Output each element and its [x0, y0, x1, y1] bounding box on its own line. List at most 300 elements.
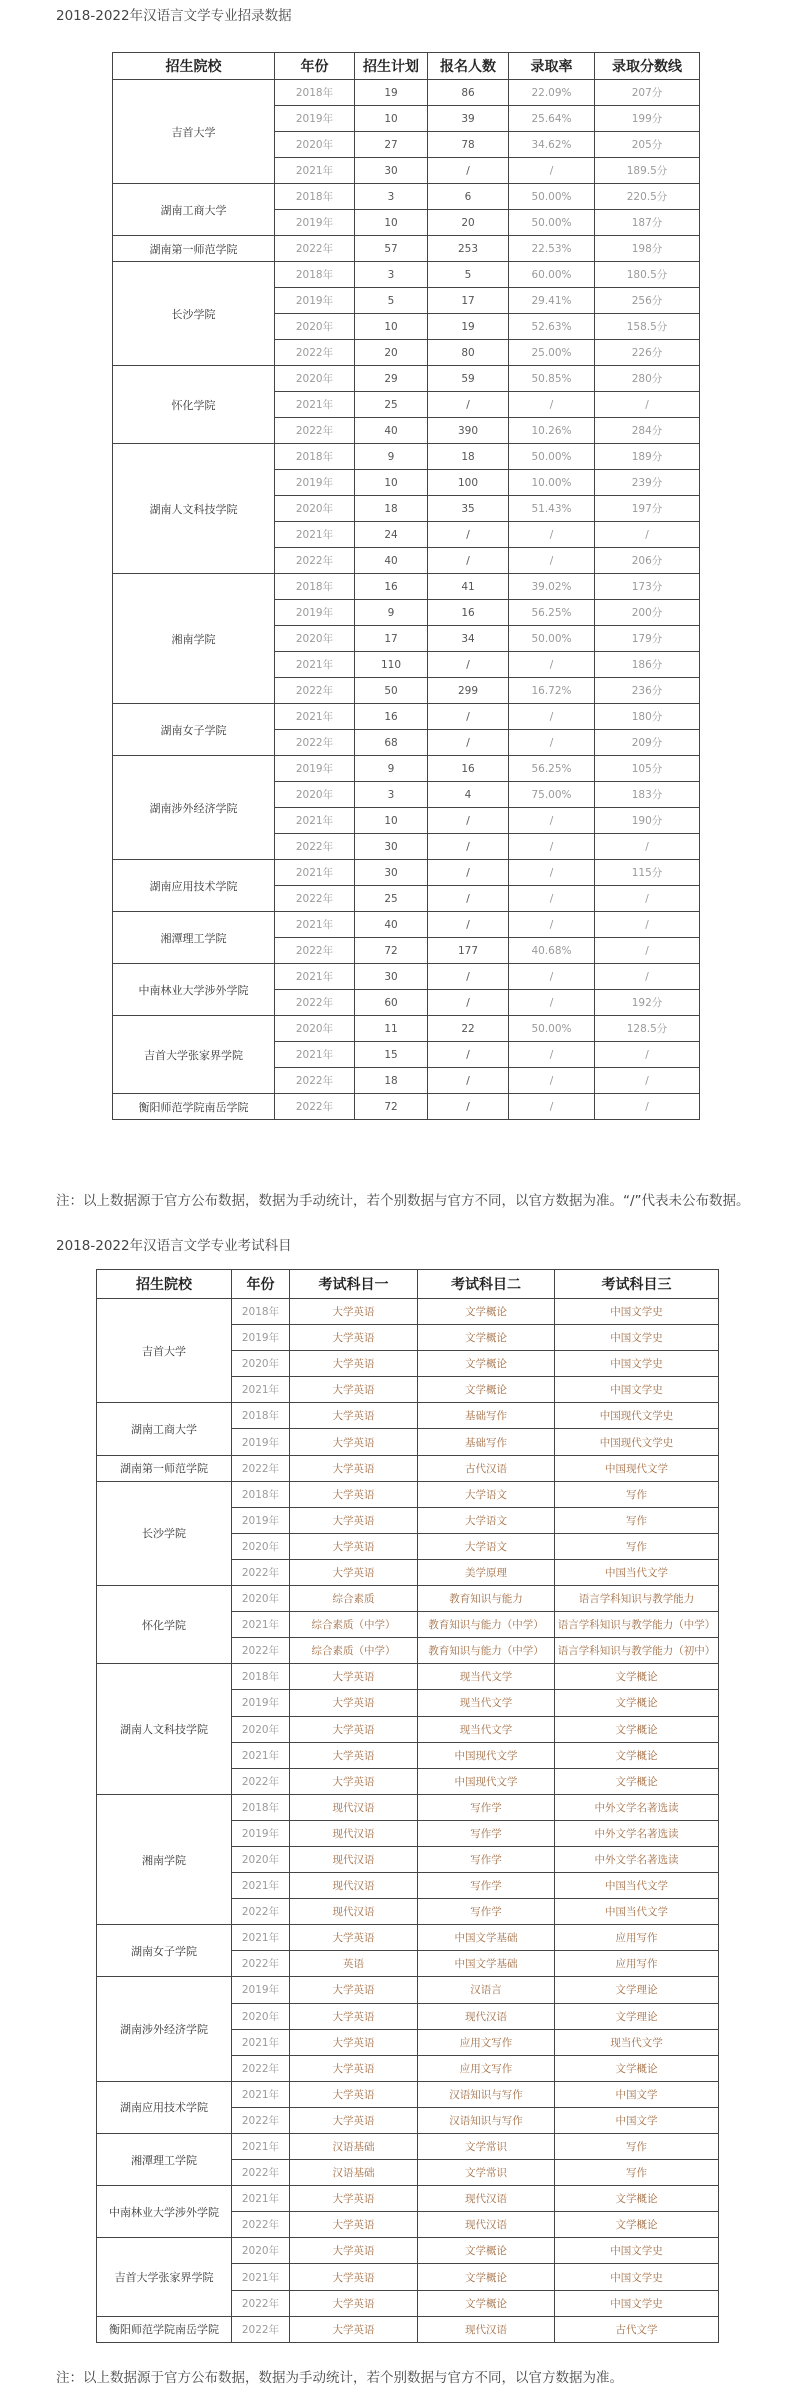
applicants-cell: 17 [428, 288, 509, 314]
year-cell: 2021年 [232, 1612, 290, 1638]
subject-3-cell: 中国当代文学 [555, 1873, 719, 1899]
subject-2-cell: 古代汉语 [418, 1455, 555, 1481]
rate-cell: / [509, 1042, 595, 1068]
table-row [113, 262, 700, 288]
subject-3-cell: 中国当代文学 [555, 1559, 719, 1585]
year-cell: 2021年 [232, 1873, 290, 1899]
subject-1-cell: 大学英语 [290, 1664, 418, 1690]
plan-cell: 9 [355, 444, 428, 470]
school-cell: 湘潭理工学院 [113, 912, 275, 964]
school-cell: 吉首大学 [97, 1299, 232, 1403]
subject-2-cell: 教育知识与能力 [418, 1586, 555, 1612]
applicants-cell: 39 [428, 106, 509, 132]
applicants-cell: / [428, 522, 509, 548]
rate-cell: 50.00% [509, 444, 595, 470]
subject-3-cell: 中国文学史 [555, 2264, 719, 2290]
rate-cell: 29.41% [509, 288, 595, 314]
applicants-cell: 19 [428, 314, 509, 340]
subject-2-cell: 文学概论 [418, 1377, 555, 1403]
rate-cell: 40.68% [509, 938, 595, 964]
year-cell: 2022年 [275, 1068, 355, 1094]
rate-cell: / [509, 1094, 595, 1120]
year-cell: 2022年 [232, 1455, 290, 1481]
plan-cell: 18 [355, 1068, 428, 1094]
applicants-cell: / [428, 392, 509, 418]
rate-cell: 10.00% [509, 470, 595, 496]
applicants-cell: 34 [428, 626, 509, 652]
subject-1-cell: 大学英语 [290, 2029, 418, 2055]
plan-cell: 68 [355, 730, 428, 756]
header-year: 年份 [232, 1270, 290, 1299]
subject-3-cell: 古代文学 [555, 2316, 719, 2342]
subject-3-cell: 文学理论 [555, 1977, 719, 2003]
applicants-cell: 18 [428, 444, 509, 470]
year-cell: 2020年 [275, 782, 355, 808]
applicants-cell: 100 [428, 470, 509, 496]
rate-cell: 25.00% [509, 340, 595, 366]
header-score: 录取分数线 [595, 53, 700, 80]
subject-2-cell: 文学概论 [418, 2264, 555, 2290]
subject-3-cell: 中国现代文学史 [555, 1403, 719, 1429]
plan-cell: 16 [355, 574, 428, 600]
subject-1-cell: 大学英语 [290, 1429, 418, 1455]
year-cell: 2020年 [275, 132, 355, 158]
subject-3-cell: 中外文学名著选读 [555, 1846, 719, 1872]
subject-1-cell: 大学英语 [290, 1533, 418, 1559]
plan-cell: 40 [355, 548, 428, 574]
subject-1-cell: 大学英语 [290, 2290, 418, 2316]
subject-2-cell: 写作学 [418, 1846, 555, 1872]
school-cell: 吉首大学张家界学院 [97, 2238, 232, 2316]
subject-2-cell: 写作学 [418, 1820, 555, 1846]
plan-cell: 30 [355, 834, 428, 860]
year-cell: 2018年 [275, 184, 355, 210]
subject-3-cell: 文学理论 [555, 2003, 719, 2029]
subject-2-cell: 大学语文 [418, 1533, 555, 1559]
admission-note: 注：以上数据源于官方公布数据，数据为手动统计，若个别数据与官方不同，以官方数据为准。“/”代表未公布数据。 [56, 1193, 750, 1209]
score-cell: 128.5分 [595, 1016, 700, 1042]
subject-1-cell: 现代汉语 [290, 1899, 418, 1925]
score-cell: 105分 [595, 756, 700, 782]
subject-2-cell: 写作学 [418, 1873, 555, 1899]
year-cell: 2021年 [275, 860, 355, 886]
subject-2-cell: 中国现代文学 [418, 1768, 555, 1794]
plan-cell: 16 [355, 704, 428, 730]
subject-3-cell: 中国文学史 [555, 1325, 719, 1351]
subject-1-cell: 现代汉语 [290, 1846, 418, 1872]
plan-cell: 30 [355, 964, 428, 990]
table-row [113, 860, 700, 886]
subject-2-cell: 文学概论 [418, 2238, 555, 2264]
subject-3-cell: 应用写作 [555, 1925, 719, 1951]
plan-cell: 5 [355, 288, 428, 314]
year-cell: 2022年 [232, 2316, 290, 2342]
year-cell: 2021年 [275, 912, 355, 938]
school-cell: 怀化学院 [113, 366, 275, 444]
plan-cell: 25 [355, 392, 428, 418]
subject-1-cell: 大学英语 [290, 1925, 418, 1951]
applicants-cell: / [428, 912, 509, 938]
year-cell: 2020年 [232, 1716, 290, 1742]
header-year: 年份 [275, 53, 355, 80]
subject-1-cell: 大学英语 [290, 2055, 418, 2081]
subject-1-cell: 综合素质（中学） [290, 1638, 418, 1664]
year-cell: 2018年 [232, 1299, 290, 1325]
score-cell: 220.5分 [595, 184, 700, 210]
table-row [113, 80, 700, 106]
rate-cell: 10.26% [509, 418, 595, 444]
header-rate: 录取率 [509, 53, 595, 80]
score-cell: 179分 [595, 626, 700, 652]
year-cell: 2021年 [275, 964, 355, 990]
rate-cell: / [509, 990, 595, 1016]
year-cell: 2022年 [275, 340, 355, 366]
applicants-cell: / [428, 1042, 509, 1068]
subject-1-cell: 综合素质 [290, 1586, 418, 1612]
subject-3-cell: 中国文学 [555, 2081, 719, 2107]
subject-3-cell: 文学概论 [555, 1664, 719, 1690]
year-cell: 2019年 [275, 106, 355, 132]
header-plan: 招生计划 [355, 53, 428, 80]
year-cell: 2022年 [232, 2107, 290, 2133]
header-subject-3: 考试科目三 [555, 1270, 719, 1299]
rate-cell: 25.64% [509, 106, 595, 132]
header-applicants: 报名人数 [428, 53, 509, 80]
year-cell: 2022年 [275, 730, 355, 756]
school-cell: 湖南应用技术学院 [113, 860, 275, 912]
subjects-table [96, 1269, 719, 2343]
score-cell: / [595, 964, 700, 990]
subject-3-cell: 文学概论 [555, 1716, 719, 1742]
subject-3-cell: 文学概论 [555, 2186, 719, 2212]
year-cell: 2018年 [232, 1794, 290, 1820]
subject-2-cell: 基础写作 [418, 1429, 555, 1455]
subject-2-cell: 应用文写作 [418, 2029, 555, 2055]
plan-cell: 57 [355, 236, 428, 262]
year-cell: 2021年 [275, 808, 355, 834]
year-cell: 2022年 [232, 1559, 290, 1585]
school-cell: 湖南人文科技学院 [97, 1664, 232, 1794]
table-row [97, 1794, 719, 1820]
subject-2-cell: 文学常识 [418, 2134, 555, 2160]
year-cell: 2021年 [232, 2134, 290, 2160]
score-cell: 186分 [595, 652, 700, 678]
admission-table [112, 52, 700, 1120]
table-row [97, 2134, 719, 2160]
plan-cell: 9 [355, 600, 428, 626]
subject-2-cell: 基础写作 [418, 1403, 555, 1429]
plan-cell: 3 [355, 782, 428, 808]
subject-2-cell: 写作学 [418, 1794, 555, 1820]
year-cell: 2021年 [275, 158, 355, 184]
score-cell: 199分 [595, 106, 700, 132]
plan-cell: 72 [355, 1094, 428, 1120]
subject-3-cell: 文学概论 [555, 2212, 719, 2238]
applicants-cell: 253 [428, 236, 509, 262]
plan-cell: 25 [355, 886, 428, 912]
year-cell: 2022年 [275, 548, 355, 574]
year-cell: 2021年 [232, 2081, 290, 2107]
rate-cell: / [509, 392, 595, 418]
score-cell: 197分 [595, 496, 700, 522]
applicants-cell: 41 [428, 574, 509, 600]
subject-3-cell: 中国文学 [555, 2107, 719, 2133]
year-cell: 2021年 [232, 2029, 290, 2055]
school-cell: 中南林业大学涉外学院 [113, 964, 275, 1016]
year-cell: 2020年 [275, 314, 355, 340]
subject-1-cell: 英语 [290, 1951, 418, 1977]
year-cell: 2020年 [232, 2003, 290, 2029]
year-cell: 2019年 [275, 470, 355, 496]
school-cell: 怀化学院 [97, 1586, 232, 1664]
subject-1-cell: 大学英语 [290, 1507, 418, 1533]
year-cell: 2018年 [275, 444, 355, 470]
table-row [97, 1403, 719, 1429]
year-cell: 2018年 [275, 80, 355, 106]
subject-1-cell: 大学英语 [290, 1325, 418, 1351]
school-cell: 湖南第一师范学院 [97, 1455, 232, 1481]
subject-2-cell: 文学常识 [418, 2160, 555, 2186]
applicants-cell: / [428, 886, 509, 912]
subject-2-cell: 中国文学基础 [418, 1925, 555, 1951]
applicants-cell: 59 [428, 366, 509, 392]
year-cell: 2019年 [275, 288, 355, 314]
year-cell: 2021年 [275, 522, 355, 548]
subject-3-cell: 现当代文学 [555, 2029, 719, 2055]
plan-cell: 50 [355, 678, 428, 704]
rate-cell: / [509, 912, 595, 938]
subject-1-cell: 大学英语 [290, 1690, 418, 1716]
subject-1-cell: 大学英语 [290, 1351, 418, 1377]
subject-1-cell: 大学英语 [290, 2212, 418, 2238]
table-row [113, 1016, 700, 1042]
score-cell: 226分 [595, 340, 700, 366]
subject-2-cell: 美学原理 [418, 1559, 555, 1585]
year-cell: 2020年 [232, 1351, 290, 1377]
table-row [97, 2238, 719, 2264]
year-cell: 2021年 [232, 1377, 290, 1403]
subject-2-cell: 汉语言 [418, 1977, 555, 2003]
score-cell: / [595, 1094, 700, 1120]
table-row [97, 1977, 719, 2003]
subject-3-cell: 写作 [555, 1481, 719, 1507]
subject-2-cell: 文学概论 [418, 1299, 555, 1325]
score-cell: / [595, 1068, 700, 1094]
score-cell: / [595, 938, 700, 964]
plan-cell: 20 [355, 340, 428, 366]
rate-cell: / [509, 158, 595, 184]
subject-2-cell: 文学概论 [418, 1351, 555, 1377]
applicants-cell: 299 [428, 678, 509, 704]
table-row [113, 444, 700, 470]
subject-3-cell: 中国文学史 [555, 1377, 719, 1403]
score-cell: / [595, 834, 700, 860]
year-cell: 2022年 [232, 1951, 290, 1977]
rate-cell: 22.09% [509, 80, 595, 106]
year-cell: 2021年 [232, 2186, 290, 2212]
subject-3-cell: 语言学科知识与教学能力 [555, 1586, 719, 1612]
year-cell: 2018年 [232, 1664, 290, 1690]
year-cell: 2018年 [232, 1481, 290, 1507]
school-cell: 中南林业大学涉外学院 [97, 2186, 232, 2238]
subject-3-cell: 中外文学名著选读 [555, 1820, 719, 1846]
year-cell: 2019年 [232, 1977, 290, 2003]
table-row [97, 2186, 719, 2212]
subject-2-cell: 现当代文学 [418, 1716, 555, 1742]
year-cell: 2021年 [275, 652, 355, 678]
year-cell: 2022年 [275, 678, 355, 704]
score-cell: 173分 [595, 574, 700, 600]
applicants-cell: / [428, 548, 509, 574]
rate-cell: / [509, 964, 595, 990]
subject-2-cell: 大学语文 [418, 1507, 555, 1533]
subject-1-cell: 大学英语 [290, 2238, 418, 2264]
header-subject-1: 考试科目一 [290, 1270, 418, 1299]
plan-cell: 72 [355, 938, 428, 964]
score-cell: 236分 [595, 678, 700, 704]
table-row [97, 1299, 719, 1325]
school-cell: 湖南工商大学 [97, 1403, 232, 1455]
subject-3-cell: 中外文学名著选读 [555, 1794, 719, 1820]
year-cell: 2022年 [275, 236, 355, 262]
subject-1-cell: 大学英语 [290, 1481, 418, 1507]
subject-3-cell: 文学概论 [555, 1742, 719, 1768]
rate-cell: 16.72% [509, 678, 595, 704]
rate-cell: / [509, 548, 595, 574]
rate-cell: 75.00% [509, 782, 595, 808]
subject-3-cell: 写作 [555, 2160, 719, 2186]
subject-1-cell: 现代汉语 [290, 1794, 418, 1820]
school-cell: 吉首大学张家界学院 [113, 1016, 275, 1094]
plan-cell: 18 [355, 496, 428, 522]
plan-cell: 10 [355, 210, 428, 236]
rate-cell: 56.25% [509, 756, 595, 782]
table-row [97, 1481, 719, 1507]
subject-3-cell: 中国现代文学史 [555, 1429, 719, 1455]
table-row [113, 756, 700, 782]
plan-cell: 60 [355, 990, 428, 1016]
applicants-cell: 80 [428, 340, 509, 366]
rate-cell: 50.00% [509, 210, 595, 236]
applicants-cell: 177 [428, 938, 509, 964]
score-cell: 284分 [595, 418, 700, 444]
school-cell: 湖南涉外经济学院 [113, 756, 275, 860]
rate-cell: 51.43% [509, 496, 595, 522]
applicants-cell: 16 [428, 600, 509, 626]
score-cell: / [595, 886, 700, 912]
subject-1-cell: 大学英语 [290, 2316, 418, 2342]
rate-cell: 34.62% [509, 132, 595, 158]
plan-cell: 19 [355, 80, 428, 106]
school-cell: 湖南人文科技学院 [113, 444, 275, 574]
subject-3-cell: 中国文学史 [555, 2238, 719, 2264]
school-cell: 湖南第一师范学院 [113, 236, 275, 262]
table-row [113, 704, 700, 730]
subject-1-cell: 大学英语 [290, 2186, 418, 2212]
applicants-cell: / [428, 652, 509, 678]
subject-2-cell: 文学概论 [418, 2290, 555, 2316]
subject-2-cell: 现当代文学 [418, 1690, 555, 1716]
applicants-cell: / [428, 990, 509, 1016]
score-cell: 183分 [595, 782, 700, 808]
table-row [113, 366, 700, 392]
year-cell: 2020年 [275, 626, 355, 652]
subject-3-cell: 应用写作 [555, 1951, 719, 1977]
school-cell: 长沙学院 [97, 1481, 232, 1585]
applicants-cell: 86 [428, 80, 509, 106]
subject-1-cell: 大学英语 [290, 1377, 418, 1403]
year-cell: 2019年 [275, 600, 355, 626]
year-cell: 2022年 [232, 1899, 290, 1925]
applicants-cell: / [428, 834, 509, 860]
table-row [113, 236, 700, 262]
rate-cell: / [509, 704, 595, 730]
subject-3-cell: 中国文学史 [555, 1299, 719, 1325]
subject-3-cell: 写作 [555, 1507, 719, 1533]
score-cell: 200分 [595, 600, 700, 626]
applicants-cell: 22 [428, 1016, 509, 1042]
score-cell: / [595, 1042, 700, 1068]
year-cell: 2022年 [275, 1094, 355, 1120]
score-cell: 190分 [595, 808, 700, 834]
score-cell: / [595, 522, 700, 548]
subject-1-cell: 汉语基础 [290, 2160, 418, 2186]
plan-cell: 29 [355, 366, 428, 392]
table-row [113, 184, 700, 210]
year-cell: 2019年 [232, 1507, 290, 1533]
admission-table-title: 2018-2022年汉语言文学专业招录数据 [56, 8, 292, 24]
table-row [97, 2081, 719, 2107]
header-school: 招生院校 [113, 53, 275, 80]
score-cell: 158.5分 [595, 314, 700, 340]
plan-cell: 30 [355, 860, 428, 886]
subject-2-cell: 汉语知识与写作 [418, 2107, 555, 2133]
subject-1-cell: 大学英语 [290, 1742, 418, 1768]
year-cell: 2019年 [232, 1690, 290, 1716]
applicants-cell: / [428, 808, 509, 834]
subject-2-cell: 汉语知识与写作 [418, 2081, 555, 2107]
year-cell: 2021年 [232, 1742, 290, 1768]
year-cell: 2019年 [232, 1820, 290, 1846]
plan-cell: 3 [355, 184, 428, 210]
score-cell: 209分 [595, 730, 700, 756]
subject-2-cell: 现代汉语 [418, 2212, 555, 2238]
score-cell: 187分 [595, 210, 700, 236]
subject-3-cell: 中国现代文学 [555, 1455, 719, 1481]
applicants-cell: 6 [428, 184, 509, 210]
table-row [113, 912, 700, 938]
applicants-cell: / [428, 1068, 509, 1094]
year-cell: 2022年 [275, 418, 355, 444]
rate-cell: 56.25% [509, 600, 595, 626]
subject-2-cell: 中国现代文学 [418, 1742, 555, 1768]
plan-cell: 10 [355, 808, 428, 834]
plan-cell: 110 [355, 652, 428, 678]
subject-2-cell: 现代汉语 [418, 2186, 555, 2212]
score-cell: 256分 [595, 288, 700, 314]
rate-cell: 50.00% [509, 1016, 595, 1042]
school-cell: 湖南工商大学 [113, 184, 275, 236]
subjects-header-row [97, 1270, 719, 1299]
applicants-cell: 4 [428, 782, 509, 808]
year-cell: 2022年 [275, 938, 355, 964]
school-cell: 衡阳师范学院南岳学院 [113, 1094, 275, 1120]
applicants-cell: / [428, 1094, 509, 1120]
subject-3-cell: 语言学科知识与教学能力（中学） [555, 1612, 719, 1638]
subject-1-cell: 大学英语 [290, 1559, 418, 1585]
score-cell: 206分 [595, 548, 700, 574]
plan-cell: 40 [355, 418, 428, 444]
